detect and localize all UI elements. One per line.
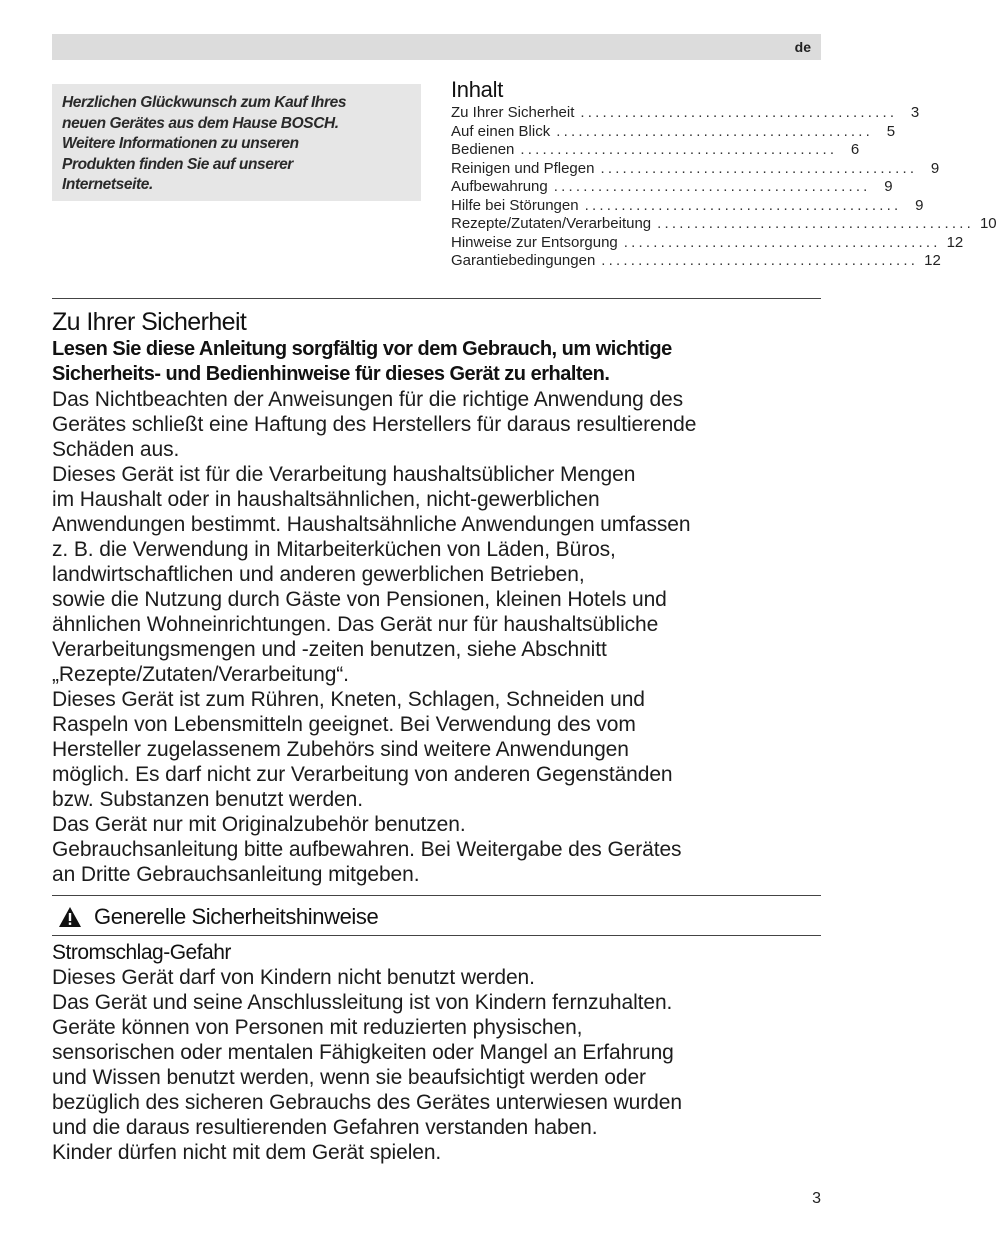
body-line: Gebrauchsanleitung bitte aufbewahren. Bei Weitergabe des Gerätes <box>52 838 682 861</box>
toc-item[interactable] <box>451 215 997 234</box>
body-line: Geräte können von Personen mit reduzierten physischen, <box>52 1016 583 1039</box>
toc-item[interactable] <box>451 122 896 142</box>
body-line: im Haushalt oder in haushaltsähnlichen, nicht-gewerblichen <box>52 488 600 511</box>
body-line: Dieses Gerät ist zum Rühren, Kneten, Schlagen, Schneiden und <box>52 688 645 711</box>
welcome-box <box>52 84 421 201</box>
toc-leader-dots: ........................................... <box>584 196 902 214</box>
toc-item-page: 12 <box>924 252 941 269</box>
body-line: ähnlichen Wohneinrichtungen. Das Gerät nur für haushaltsübliche <box>52 613 659 636</box>
toc-leader-dots: ........................................... <box>623 233 941 251</box>
toc-item[interactable] <box>451 178 893 197</box>
section-divider <box>52 895 821 896</box>
toc-item-page: 5 <box>886 122 896 140</box>
body-line: Das Nichtbeachten der Anweisungen für die richtige Anwendung des <box>52 388 684 411</box>
toc-item[interactable] <box>451 196 924 216</box>
toc-item-label: Aufbewahrung <box>451 178 548 195</box>
toc-item-label: Garantiebedingungen <box>451 252 596 269</box>
lead-line: Lesen Sie diese Anleitung sorgfältig vor dem Gebrauch, um wichtige <box>52 338 672 360</box>
body-line: „Rezepte/Zutaten/Verarbeitung“. <box>52 663 349 686</box>
body-line: bzw. Substanzen benutzt werden. <box>52 788 363 811</box>
toc-item-page: 6 <box>850 141 860 158</box>
page-number: 3 <box>812 1190 821 1207</box>
general-safety-title: Generelle Sicherheitshinweise <box>94 904 379 929</box>
body-line: Raspeln von Lebensmitteln geeignet. Bei Verwendung des vom <box>52 713 636 736</box>
toc-item-label: Auf einen Blick <box>451 122 551 140</box>
toc-item[interactable] <box>451 252 941 271</box>
welcome-line: neuen Gerätes aus dem Hause BOSCH. <box>62 114 339 132</box>
body-line: Verarbeitungsmengen und -zeiten benutzen, siehe Abschnitt <box>52 638 607 661</box>
body-line: möglich. Es darf nicht zur Verarbeitung von anderen Gegenständen <box>52 763 673 786</box>
general-safety-section <box>52 940 827 1165</box>
toc-item-page: 3 <box>910 104 920 121</box>
table-of-contents <box>451 76 997 271</box>
toc-item-label: Hinweise zur Entsorgung <box>451 233 618 251</box>
lead-line: Sicherheits- und Bedienhinweise für dieses Gerät zu erhalten. <box>52 363 610 385</box>
body-line: Dieses Gerät ist für die Verarbeitung haushaltsüblicher Mengen <box>52 463 636 486</box>
toc-item[interactable] <box>451 159 940 179</box>
toc-item-page: 10 <box>979 215 997 232</box>
body-line: Kinder dürfen nicht mit dem Gerät spielen. <box>52 1141 442 1164</box>
toc-leader-dots: ........................................... <box>553 178 871 195</box>
toc-item-label: Zu Ihrer Sicherheit <box>451 104 575 121</box>
toc-item-label: Bedienen <box>451 141 515 158</box>
body-line: Schäden aus. <box>52 438 180 461</box>
toc-item-page: 9 <box>930 159 940 177</box>
body-line: Dieses Gerät darf von Kindern nicht benutzt werden. <box>52 966 535 989</box>
body-line: Hersteller zugelassenem Zubehörs sind weitere Anwendungen <box>52 738 629 761</box>
body-line: Das Gerät und seine Anschlussleitung ist von Kindern fernzuhalten. <box>52 991 673 1014</box>
welcome-line: Produkten finden Sie auf unserer <box>62 155 293 173</box>
body-line: sowie die Nutzung durch Gäste von Pensionen, kleinen Hotels und <box>52 588 667 611</box>
section-title: Zu Ihrer Sicherheit <box>52 308 247 336</box>
toc-leader-dots: ........................................... <box>556 122 874 140</box>
toc-item-label: Rezepte/Zutaten/Verarbeitung <box>451 215 652 232</box>
language-code: de <box>794 39 811 55</box>
body-line: Das Gerät nur mit Originalzubehör benutzen. <box>52 813 466 836</box>
toc-item-label: Reinigen und Pflegen <box>451 159 595 177</box>
general-safety-heading <box>52 900 821 934</box>
toc-leader-dots: ........................................... <box>601 252 919 269</box>
language-bar <box>52 34 821 60</box>
welcome-line: Herzlichen Glückwunsch zum Kauf Ihres <box>62 94 347 111</box>
toc-item-label: Hilfe bei Störungen <box>451 196 579 214</box>
body-line: und Wissen benutzt werden, wenn sie beaufsichtigt werden oder <box>52 1066 646 1089</box>
section-divider <box>52 935 821 936</box>
body-line: bezüglich des sicheren Gebrauchs des Gerätes unterwiesen wurden <box>52 1091 682 1114</box>
body-line: sensorischen oder mentalen Fähigkeiten oder Mangel an Erfahrung <box>52 1041 674 1064</box>
safety-section <box>52 307 827 887</box>
section-divider <box>52 298 821 299</box>
toc-leader-dots: ........................................... <box>600 159 918 177</box>
body-line: und die daraus resultierenden Gefahren verstanden haben. <box>52 1116 598 1139</box>
toc-leader-dots: ........................................... <box>520 141 838 158</box>
warning-triangle-icon <box>58 906 82 928</box>
welcome-line: Internetseite. <box>62 176 153 193</box>
toc-leader-dots: ........................................... <box>657 215 974 232</box>
body-line: z. B. die Verwendung in Mitarbeiterküchen von Läden, Büros, <box>52 538 616 561</box>
toc-item-page: 9 <box>915 196 924 214</box>
body-line: Gerätes schließt eine Haftung des Herstellers für daraus resultierende <box>52 413 697 436</box>
body-line: Anwendungen bestimmt. Haushaltsähnliche Anwendungen umfassen <box>52 513 691 536</box>
subsection-title: Stromschlag-Gefahr <box>52 941 231 964</box>
body-line: an Dritte Gebrauchsanleitung mitgeben. <box>52 863 420 886</box>
body-line: landwirtschaftlichen und anderen gewerblichen Betrieben, <box>52 563 585 586</box>
toc-leader-dots: ........................................... <box>580 104 898 121</box>
toc-item-page: 9 <box>884 178 893 195</box>
toc-item[interactable] <box>451 141 860 160</box>
toc-title: Inhalt <box>451 77 504 102</box>
toc-item[interactable] <box>451 233 964 253</box>
welcome-line: Weitere Informationen zu unseren <box>62 135 299 152</box>
toc-item[interactable] <box>451 104 920 123</box>
toc-item-page: 12 <box>946 233 964 251</box>
